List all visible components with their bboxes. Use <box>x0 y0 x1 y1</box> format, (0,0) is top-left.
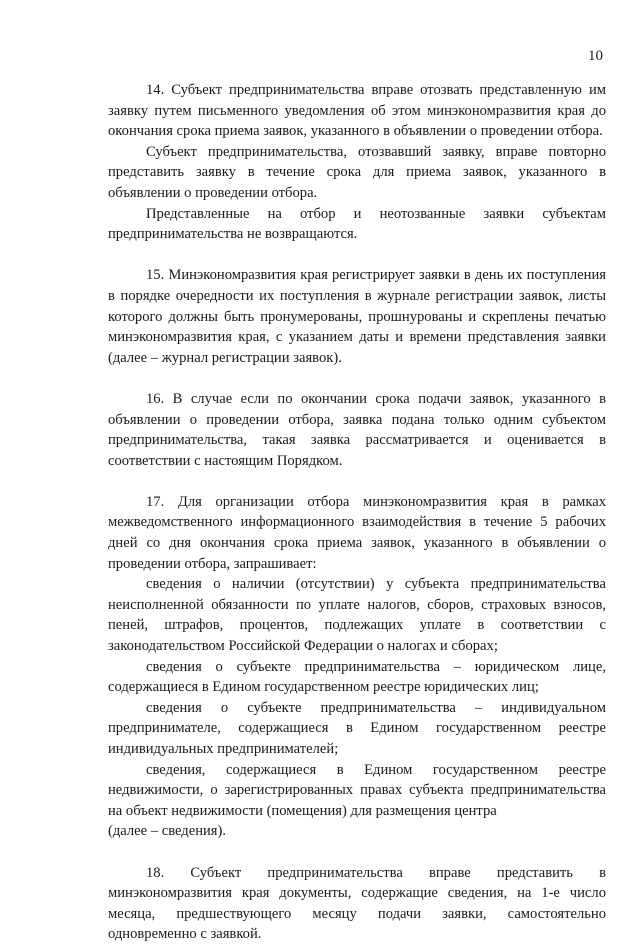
paragraph-17-definition: (далее – сведения). <box>108 823 227 840</box>
document-body <box>108 80 606 945</box>
paragraph-17: 17. Для организации отбора минэкономразвития края в рамках межведомственного информационного взаимодействия в течение 5 рабочих дней со дня окончания срока приема заявок, указанного в объявлении о проведении отбора, запрашивает: <box>108 493 606 572</box>
paragraph-15: 15. Минэкономразвития края регистрирует заявки в день их поступления в порядке очередности их поступления в журнале регистрации заявок, листы которого должны быть пронумерованы, прошнурованы и скреплены печатью минэкономразвития края, с указанием даты и времени представления заявки (далее – журнал регистрации заявок). <box>108 267 606 366</box>
paragraph-gap <box>108 471 606 492</box>
paragraph-17-legal-entity-info: сведения о субъекте предпринимательства – юридическом лице, содержащиеся в Едином государственном реестре юридических лиц; <box>108 658 606 696</box>
paragraph-17-entrepreneur-info: сведения о субъекте предпринимательства – индивидуальном предпринимателе, содержащиеся в Едином государственном реестре индивидуальных предпринимателей; <box>108 699 606 757</box>
paragraph-17-real-estate-info: сведения, содержащиеся в Едином государственном реестре недвижимости, о зарегистрированных правах субъекта предпринимательства на объект недвижимости (помещения) для размещения центра <box>108 761 606 819</box>
paragraph-gap <box>108 842 606 863</box>
paragraph-14-withdrawn-resubmit: Субъект предпринимательства, отозвавший заявку, вправе повторно представить заявку в течение срока для приема заявок, указанного в объявлении о проведении отбора. <box>108 143 606 201</box>
paragraph-18: 18. Субъект предпринимательства вправе представить в минэкономразвития края документы, содержащие сведения, на 1-е число месяца, предшествующего месяцу подачи заявки, самостоятельно одновременно с заявкой. <box>108 864 606 943</box>
paragraph-14: 14. Субъект предпринимательства вправе отозвать представленную им заявку путем письменного уведомления об этом минэкономразвития края до окончания срока приема заявок, указанного в объявлении о проведении отбора. <box>108 82 606 140</box>
paragraph-16: 16. В случае если по окончании срока подачи заявок, указанного в объявлении о проведении отбора, заявка подана только одним субъектом предпринимательства, такая заявка рассматривается и оценивается в соответствии с настоящим Порядком. <box>108 390 606 469</box>
paragraph-14-not-returned: Представленные на отбор и неотозванные заявки субъектам предпринимательства не возвращаются. <box>108 205 606 243</box>
paragraph-gap <box>108 368 606 389</box>
paragraph-17-tax-info: сведения о наличии (отсутствии) у субъекта предпринимательства неисполненной обязанности по уплате налогов, сборов, страховых взносов, пеней, штрафов, процентов, подлежащих уплате в соответствии с законодательством Российской Федерации о налогах и сборах; <box>108 576 606 655</box>
paragraph-gap <box>108 245 606 266</box>
page-number: 10 <box>588 48 603 64</box>
